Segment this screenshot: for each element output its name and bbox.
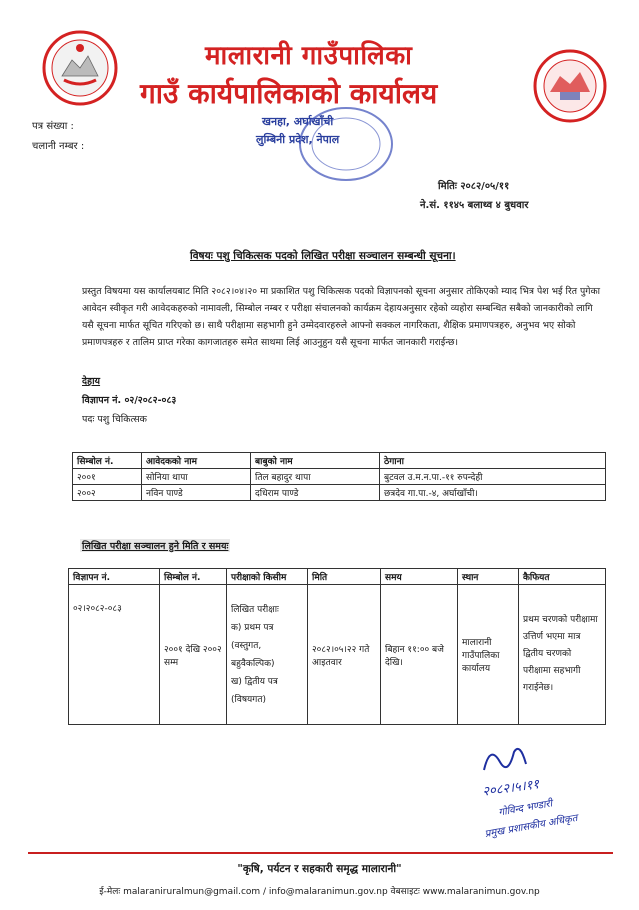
post-name: पदः पशु चिकित्सक [82,414,147,425]
table-row [69,585,606,725]
table-cell: २००१ देखि २००२ सम्म [160,585,227,725]
table-cell: २००१ [73,469,142,485]
signature-icon [480,742,530,776]
table-cell: सोनिया थापा [142,469,251,485]
dispatch-number-label: चलानी नम्बर : [32,141,85,152]
column-header: आवेदकको नाम [142,453,251,469]
table-row [73,469,606,485]
exam-type-line: (विषयगत) [231,694,266,705]
footer-divider [28,852,613,854]
official-stamp-icon [296,104,396,184]
municipality-name: मालारानी गाउँपालिका [205,41,413,71]
municipality-logo-icon [530,48,610,124]
table-cell: मालारानी गाउँपालिका कार्यालय [458,585,519,725]
table-cell: बिहान ११:०० बजे देखि। [381,585,458,725]
exam-type-line: ख) द्वितीय पत्र [231,676,278,687]
column-header: परीक्षाको किसीम [227,569,308,585]
table-cell: प्रथम चरणको परीक्षामा उत्तिर्ण भएमा मात्र द्वितीय चरणको परीक्षामा सहभागी गराईनेछ। [519,585,606,725]
column-header: ठेगाना [380,453,606,469]
subject-line: विषयः पशु चिकित्सक पदको लिखित परीक्षा सञ्चालन सम्बन्धी सूचना। [190,250,456,262]
column-header: मिति [308,569,381,585]
column-header: स्थान [458,569,519,585]
exam-schedule-table [68,568,606,725]
column-header: कैफियत [519,569,606,585]
column-header: विज्ञापन नं. [69,569,160,585]
notice-body: प्रस्तुत विषयमा यस कार्यालयबाट मिति २०८२।०४।२० मा प्रकाशित पशु चिकित्सक पदको विज्ञापनको सूचना अनुसार तोकिएको म्याद भित्र पेश भई रित पुगेका आवेदन स्वीकृत गरी आवेदकहरुको नामावली, सिम्बोल नम्बर र परीक्षा संचालनको कार्यक्रम देहायअनुसार रहेको व्यहोरा सम्बन्धित सबैको जानकारीको लागि यसै सूचना मार्फत सूचित गरिएको छ। साथै परीक्षामा सहभागी हुने उम्मेदवारहरुले आफ्नो सक्कल नागरिकता, शैक्षिक प्रमाणपत्रहरु, अनुभव भए सोको प्रमाणपत्रहरु र तालिम प्राप्त गरेका कागजातहरु समेत साथमा लिई आउनुहुन यसै सूचना मार्फत जानकारी गराईन्छ। [82,286,601,348]
column-header: समय [381,569,458,585]
table-cell: दधिराम पाण्डे [251,485,380,501]
table-cell: छत्रदेव गा.पा.-४, अर्घाखाँची। [380,485,606,501]
signature-date: २०८२।५।११ [481,777,541,800]
office-name: गाउँ कार्यपालिकाको कार्यालय [140,77,438,110]
table-cell: बुटवल उ.म.न.पा.-११ रुपन्देही [380,469,606,485]
details-heading: देहाय [82,376,101,387]
table-cell: २०८२।०५।२२ गते आइतवार [308,585,381,725]
footer-motto: "कृषि, पर्यटन र सहकारी समृद्ध मालारानी" [237,863,402,875]
nepal-emblem-icon [40,28,120,108]
address-line-1: खनहा, अर्घाखाँची [262,115,334,128]
address-line-2: लुम्बिनी प्रदेश, नेपाल [256,133,340,146]
footer-contact: ई-मेलः malaraniruralmun@gmail.com / info@malaranimun.gov.np वेबसाइटः www.malaranimun.gov.np [99,887,540,897]
nepal-sambat-date: ने.सं. ११४५ बलाथ्व ४ बुधवार [420,200,529,211]
column-header: सिम्बोल नं. [160,569,227,585]
exam-type-line: क) प्रथम पत्र [231,622,274,633]
reference-number-label: पत्र संख्या : [32,121,74,132]
exam-type-line: लिखित परीक्षाः [231,604,279,615]
advertisement-number: विज्ञापन नं. ०२/२०८२-०८३ [82,395,177,406]
table-header-row [69,569,606,585]
column-header: बाबुको नाम [251,453,380,469]
date-line: मितिः २०८२/०५/११ [438,181,510,192]
table-cell [227,585,308,725]
signatory-name: गोविन्द भण्डारी [497,798,554,819]
column-header: सिम्बोल नं. [73,453,142,469]
table-header-row [73,453,606,469]
signatory-title: प्रमुख प्रशासकीय अधिकृत [484,812,579,841]
table-row [73,485,606,501]
candidates-table [72,452,606,501]
table-cell: नविन पाण्डे [142,485,251,501]
exam-section-title: लिखित परीक्षा सञ्चालन हुने मिति र समयः [82,541,229,552]
table-cell: २००२ [73,485,142,501]
table-cell: तिल बहादुर थापा [251,469,380,485]
exam-type-line: (वस्तुगत, बहुवैकल्पिक) [231,640,275,669]
table-cell: ०२।२०८२-०८३ [69,585,160,725]
